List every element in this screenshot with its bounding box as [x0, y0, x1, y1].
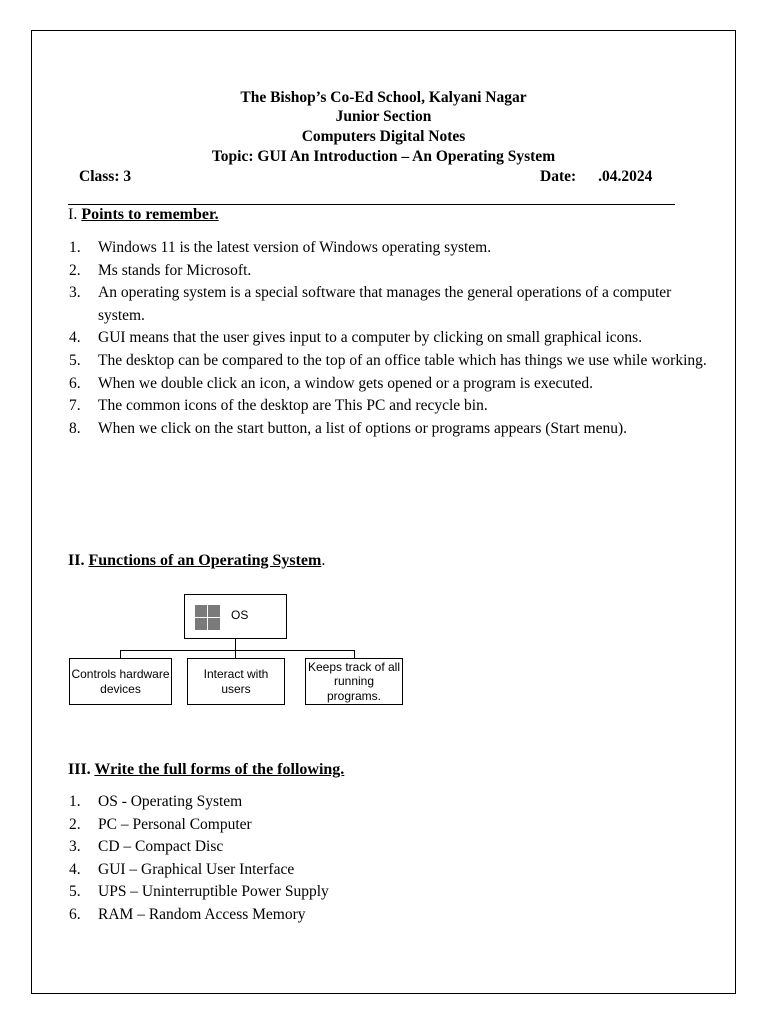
list-item: [69, 904, 709, 927]
os-box: [184, 594, 287, 639]
list-number: 5.: [69, 883, 81, 901]
list-number: 4.: [69, 860, 81, 878]
function-box-hardware: Controls hardware devices: [69, 658, 172, 705]
header-divider: [68, 204, 675, 205]
list-number: 7.: [69, 397, 81, 415]
section-2-numeral: II.: [68, 552, 85, 569]
date-value: .04.2024: [598, 168, 653, 185]
section-2-heading: [68, 552, 325, 570]
list-text: When we double click an icon, a window gets opened or a program is executed.: [98, 374, 593, 392]
section-1-title: Points to remember.: [81, 206, 219, 223]
section-2-title: Functions of an Operating System: [88, 552, 322, 569]
connector-line: [120, 650, 355, 651]
list-item: [69, 237, 709, 260]
list-item: [69, 814, 709, 837]
list-item: [69, 350, 709, 373]
list-text: RAM – Random Access Memory: [98, 905, 306, 923]
function-box-users: Interact with users: [187, 658, 285, 705]
subject-title: Computers Digital Notes: [301, 128, 466, 145]
list-item: [69, 836, 709, 859]
connector-line: [235, 639, 236, 650]
list-number: 2.: [69, 815, 81, 833]
list-text: Ms stands for Microsoft.: [98, 261, 252, 279]
list-text: OS - Operating System: [98, 793, 243, 810]
list-item: [69, 418, 709, 441]
section-3-title: Write the full forms of the following.: [94, 761, 345, 778]
list-number: 8.: [69, 419, 81, 437]
section-1-heading: [68, 206, 219, 224]
list-number: 6.: [69, 374, 81, 392]
list-item: [69, 395, 709, 418]
list-item: [69, 260, 709, 283]
date-label: Date:: [540, 168, 577, 185]
list-number: 4.: [69, 329, 81, 347]
full-forms-list: [69, 791, 709, 927]
list-number: 1.: [69, 239, 81, 256]
date-line: [540, 168, 652, 186]
topic-title: Topic: GUI An Introduction – An Operating System: [211, 148, 556, 165]
list-number: 3.: [69, 284, 81, 302]
list-number: 5.: [69, 351, 81, 369]
list-text: When we click on the start button, a list of options or programs appears (Start menu).: [98, 419, 628, 437]
list-item: [69, 282, 709, 327]
school-name: The Bishop’s Co-Ed School, Kalyani Nagar: [240, 89, 527, 106]
list-text: GUI means that the user gives input to a computer by clicking on small graphical icons.: [98, 329, 643, 347]
list-text: The desktop can be compared to the top of an office table which has things we use while working.: [98, 351, 707, 369]
list-text: An operating system is a special software that manages the general operations of a computer system.: [98, 284, 672, 324]
list-text: Windows 11 is the latest version of Windows operating system.: [98, 239, 492, 256]
list-item: [69, 327, 709, 350]
section-3-heading: [68, 761, 344, 779]
list-item: [69, 373, 709, 396]
list-number: 1.: [69, 793, 81, 810]
windows-logo-icon: [195, 605, 220, 630]
function-box-programs: Keeps track of all running programs.: [305, 658, 403, 705]
list-item: [69, 791, 709, 814]
list-text: CD – Compact Disc: [98, 838, 224, 856]
list-number: 6.: [69, 905, 81, 923]
class-label: Class: 3: [79, 168, 132, 185]
list-item: [69, 881, 709, 904]
os-label: OS: [231, 608, 249, 622]
section-3-numeral: III.: [68, 761, 91, 778]
section-name: Junior Section: [335, 108, 432, 125]
section-1-numeral: I.: [68, 206, 78, 223]
points-list: [69, 237, 709, 440]
list-text: GUI – Graphical User Interface: [98, 860, 295, 878]
list-number: 2.: [69, 261, 81, 279]
list-number: 3.: [69, 838, 81, 856]
list-text: PC – Personal Computer: [98, 815, 252, 833]
section-2-period: .: [321, 552, 326, 569]
list-item: [69, 859, 709, 882]
list-text: UPS – Uninterruptible Power Supply: [98, 883, 329, 901]
list-text: The common icons of the desktop are This PC and recycle bin.: [98, 397, 488, 415]
